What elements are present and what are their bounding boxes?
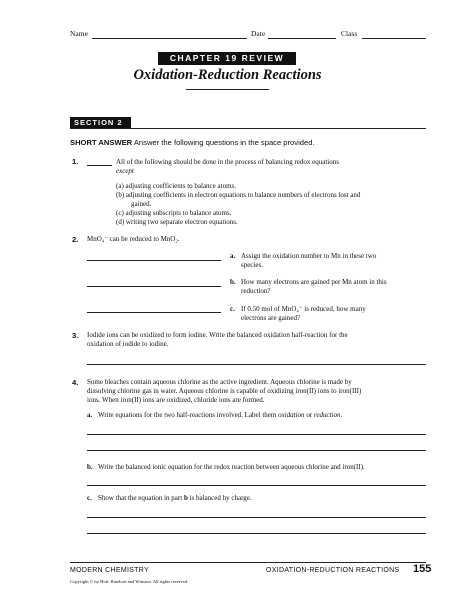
q1-stem: All of the following should be done in the process of balancing redox equations bbox=[116, 158, 339, 166]
q2a-text-cont: species. bbox=[241, 261, 263, 269]
q3-text: Iodide ions can be oxidized to form iodine. Write the balanced oxidation half-reaction for the bbox=[87, 331, 348, 339]
q4a-answer-line-2[interactable] bbox=[87, 450, 426, 451]
q4c-label: c. bbox=[87, 494, 92, 502]
q4a-oxidation: oxidation bbox=[278, 411, 305, 419]
q4a-or: or bbox=[306, 411, 313, 419]
page-number: 155 bbox=[413, 563, 432, 575]
q1-stem-except: except bbox=[116, 167, 134, 175]
date-label: Date bbox=[251, 29, 266, 38]
title-underline bbox=[186, 89, 269, 90]
chapter-title: Oxidation-Reduction Reactions bbox=[133, 67, 322, 83]
section-rule bbox=[70, 128, 426, 129]
q4-text-2: dissolving chlorine gas in water. Aqueous chlorine is capable of oxidizing iron(II) ions to iron(III) bbox=[87, 387, 362, 395]
q1-option-d: (d) writing two separate electron equations. bbox=[116, 218, 238, 226]
q2b-label: b. bbox=[230, 278, 236, 286]
class-label: Class bbox=[341, 29, 358, 38]
q4b-label: b. bbox=[87, 463, 93, 471]
q3-number: 3. bbox=[72, 331, 79, 340]
q1-option-b: (b) adjusting coefficients in electron equations to balance numbers of electrons lost and bbox=[116, 191, 361, 199]
q2c-label: c. bbox=[230, 305, 235, 313]
instructions bbox=[70, 138, 315, 147]
q4c-text-pre: Show that the equation in part bbox=[98, 494, 183, 502]
q4a-label: a. bbox=[87, 411, 93, 419]
q2-stem: MnO₄⁻ can be reduced to MnO₂. bbox=[87, 235, 180, 243]
q4c-prompt bbox=[98, 494, 252, 503]
name-field[interactable] bbox=[92, 38, 247, 39]
q1-number: 1. bbox=[72, 157, 79, 166]
q1-answer-blank[interactable] bbox=[87, 165, 112, 166]
q4b-answer-line[interactable] bbox=[87, 485, 426, 486]
q4-text-3: ions. When iron(II) ions are oxidized, chloride ions are formed. bbox=[87, 396, 265, 404]
q4a-answer-line-1[interactable] bbox=[87, 434, 426, 435]
q1-option-c: (c) adjusting subscripts to balance atoms. bbox=[116, 209, 232, 217]
q2c-text: If 0.50 mol of MnO₄⁻ is reduced, how many bbox=[241, 305, 366, 313]
footer-book-title: MODERN CHEMISTRY bbox=[70, 567, 149, 574]
q2b-answer-line[interactable] bbox=[87, 286, 221, 287]
q2b-text-cont: reduction? bbox=[241, 287, 271, 295]
q2c-answer-line[interactable] bbox=[87, 312, 221, 313]
date-field[interactable] bbox=[268, 38, 336, 39]
instructions-text: Answer the following questions in the space provided. bbox=[133, 138, 315, 147]
q2a-answer-line[interactable] bbox=[87, 260, 221, 261]
q4-number: 4. bbox=[72, 378, 79, 387]
q4c-text-post: is balanced by charge. bbox=[189, 494, 252, 502]
q2b-text: How many electrons are gained per Mn atom in this bbox=[241, 278, 387, 286]
q4c-part-b: b bbox=[183, 494, 188, 502]
instructions-heading: SHORT ANSWER bbox=[70, 138, 133, 147]
q3-answer-line[interactable] bbox=[87, 364, 426, 365]
q2a-label: a. bbox=[230, 252, 236, 260]
q1-option-b-cont: gained. bbox=[131, 200, 152, 208]
q3-text-cont: oxidation of iodide to iodine. bbox=[87, 340, 169, 348]
q4c-answer-line-2[interactable] bbox=[87, 533, 426, 534]
q2a-text: Assign the oxidation number to Mn in these two bbox=[241, 252, 377, 260]
q4a-prompt: Write equations for the two half-reactions involved. Label them oxidation or reduction. bbox=[98, 411, 343, 419]
q2-number: 2. bbox=[72, 235, 79, 244]
q1-option-a: (a) adjusting coefficients to balance atoms. bbox=[116, 182, 236, 190]
q4a-reduction: reduction bbox=[313, 411, 341, 419]
q4a-text: Write equations for the two half-reactions involved. Label them bbox=[98, 411, 277, 419]
q4c-answer-line-1[interactable] bbox=[87, 517, 426, 518]
section-banner: SECTION 2 bbox=[70, 117, 131, 128]
footer-chapter-title: OXIDATION-REDUCTION REACTIONS bbox=[266, 567, 400, 574]
class-field[interactable] bbox=[362, 38, 426, 39]
q4-text-1: Some bleaches contain aqueous chlorine as the active ingredient. Aqueous chlorine is made by bbox=[87, 378, 352, 386]
copyright: Copyright © by Holt, Rinehart and Winston. All rights reserved. bbox=[70, 579, 189, 584]
q2c-text-cont: electrons are gained? bbox=[241, 314, 301, 322]
name-label: Name bbox=[70, 29, 88, 38]
footer-rule bbox=[70, 562, 426, 563]
chapter-banner: CHAPTER 19 REVIEW bbox=[158, 52, 296, 65]
q4b-text: Write the balanced ionic equation for the redox reaction between aqueous chlorine and iron(II). bbox=[98, 463, 365, 471]
